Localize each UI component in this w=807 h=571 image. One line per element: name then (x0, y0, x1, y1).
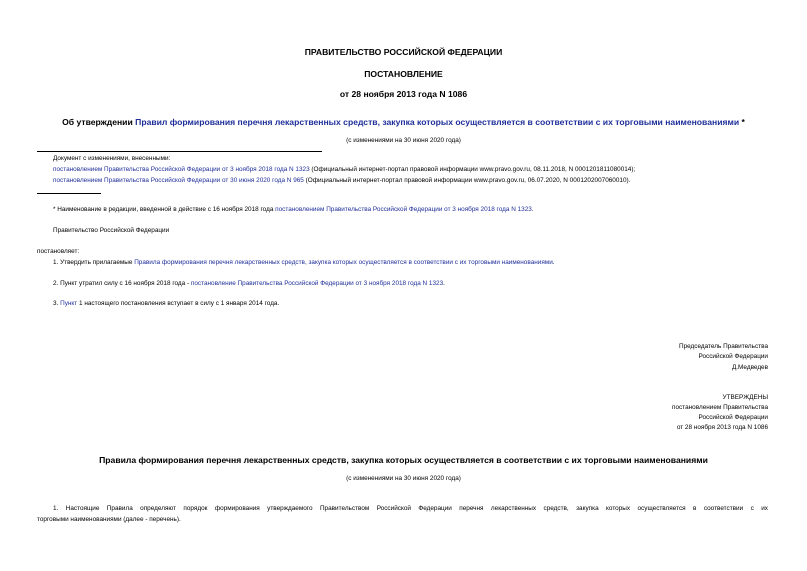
approved-country: Российской Федерации (698, 414, 768, 421)
rules-amended-note: (с изменениями на 30 июня 2020 года) (346, 475, 461, 482)
signature-name: Д.Медведев (731, 364, 768, 371)
signature-country: Российской Федерации (698, 353, 768, 360)
title-asterisk: * (739, 117, 745, 127)
approved-by: постановлением Правительства (672, 404, 768, 411)
rules-title: Правила формирования перечня лекарственных средств, закупка которых осуществляется в соответствии с их торговыми наименованиями (99, 455, 708, 465)
p2-link[interactable]: постановление Правительства Российской Федерации от 3 ноября 2018 года N 1323 (190, 280, 444, 287)
rules-paragraph-1-line-2: торговыми наименованиями (далее - перечень). (37, 516, 181, 523)
change-item (53, 166, 635, 173)
change-link[interactable]: постановлением Правительства Российской Федерации от 3 ноября 2018 года N 1323 (53, 166, 310, 173)
change-item (53, 177, 630, 184)
p2-tail: . (443, 280, 445, 287)
divider (37, 151, 322, 152)
document-type: ПОСТАНОВЛЕНИЕ (364, 69, 443, 79)
p3-prefix: 3. (53, 300, 61, 307)
government-line: Правительство Российской Федерации (53, 227, 170, 234)
approved-date: от 28 ноября 2013 года N 1086 (676, 424, 768, 431)
change-link[interactable]: постановлением Правительства Российской Федерации от 30 июня 2020 года N 965 (53, 177, 304, 184)
title-prefix: Об утверждении (62, 117, 136, 127)
title-amended-note: (с изменениями на 30 июня 2020 года) (346, 137, 461, 144)
government-heading: ПРАВИТЕЛЬСТВО РОССИЙСКОЙ ФЕДЕРАЦИИ (304, 47, 503, 57)
approved-heading: УТВЕРЖДЕНЫ (722, 394, 768, 401)
change-source: (Официальный интернет-портал правовой информации www.pravo.gov.ru, 08.11.2018, N 0001201811080014); (309, 166, 636, 173)
change-source: (Официальный интернет-портал правовой информации www.pravo.gov.ru, 06.07.2020, N 0001202007060010). (303, 177, 631, 184)
p3-tail: 1 настоящего постановления вступает в силу с 1 января 2014 года. (77, 300, 280, 307)
title-link[interactable]: Правил формирования перечня лекарственных средств, закупка которых осуществляется в соответствии с их торговыми наименованиями (135, 117, 740, 127)
p1-link[interactable]: Правила формирования перечня лекарственных средств, закупка которых осуществляется в соответствии с их торговыми наименованиями (134, 259, 553, 266)
p1-tail: . (552, 259, 555, 266)
p3-link[interactable]: Пункт (60, 300, 78, 307)
changes-heading: Документ с изменениями, внесенными: (53, 155, 171, 162)
p2-prefix: 2. Пункт утратил силу с 16 ноября 2018 года - (53, 280, 191, 287)
footnote-link[interactable]: постановлением Правительства Российской Федерации от 3 ноября 2018 года N 1323 (275, 206, 532, 213)
signature-title: Председатель Правительства (679, 343, 768, 350)
document-title (0, 117, 807, 127)
footnote-divider (37, 193, 101, 194)
document-date-number: от 28 ноября 2013 года N 1086 (339, 89, 468, 99)
paragraph-3 (53, 300, 279, 307)
p1-prefix: 1. Утвердить прилагаемые (53, 259, 135, 266)
resolves-line: постановляет: (37, 248, 80, 255)
rules-paragraph-1-line-1: 1. Настоящие Правила определяют порядок формирования утверждаемого Правительством Российской Федерации перечня лекарственных средств, закупка которых осуществляется в соответствии с их (53, 505, 768, 512)
paragraph-1 (53, 259, 555, 266)
footnote-text: * Наименование в редакции, введенной в действие с 16 ноября 2018 года (53, 206, 276, 213)
footnote-tail: . (531, 206, 534, 213)
footnote (53, 206, 534, 213)
paragraph-2 (53, 280, 445, 287)
